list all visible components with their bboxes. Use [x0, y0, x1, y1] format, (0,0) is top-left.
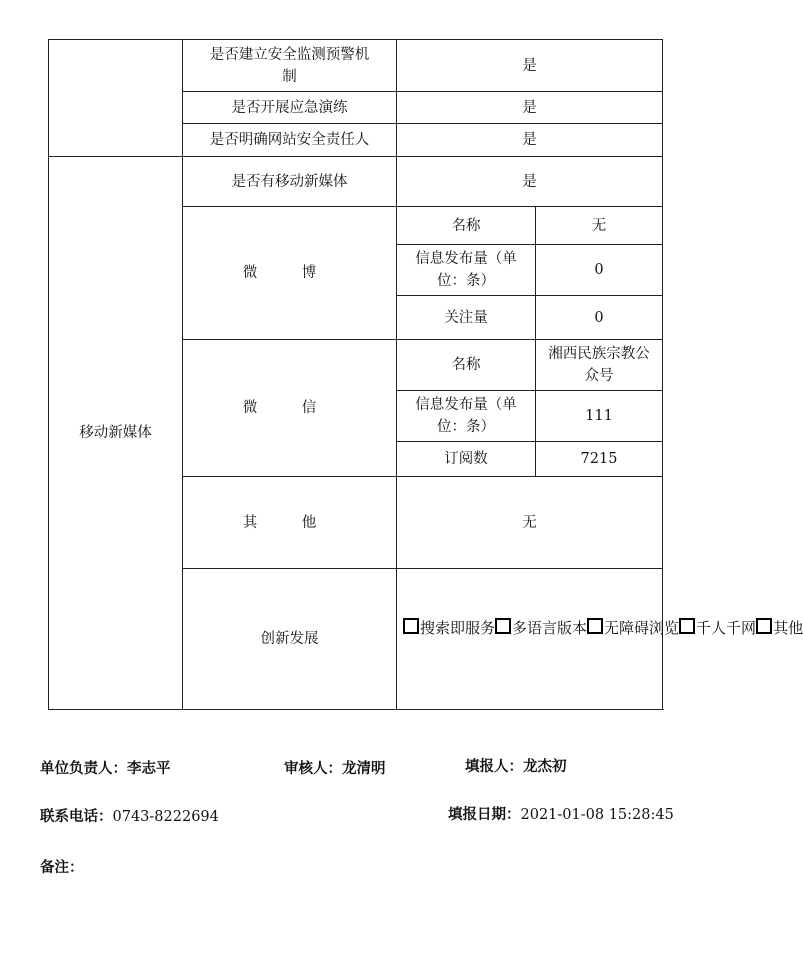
reviewer: [284, 757, 386, 778]
weibo-posts-label: 信息发布量（单位：条）: [397, 245, 536, 296]
weibo-followers-label: 关注量: [397, 296, 536, 340]
wechat-label: 微 信: [183, 340, 397, 477]
has-mobile-label: 是否有移动新媒体: [183, 157, 397, 207]
filler: [465, 755, 567, 776]
date-value: 2021-01-08 15:28:45: [520, 807, 674, 823]
unit-head-label: 单位负责人：: [40, 760, 127, 777]
weibo-posts-value: 0: [536, 245, 663, 296]
option-search-service[interactable]: [403, 619, 495, 637]
has-mobile-value: 是: [397, 157, 663, 207]
checkbox-icon[interactable]: [495, 618, 511, 634]
option-accessibility[interactable]: [587, 619, 679, 637]
filler-label: 填报人：: [465, 758, 523, 775]
option-multilanguage[interactable]: [495, 619, 587, 637]
report-date: [448, 803, 674, 824]
row-value: 是: [397, 40, 663, 92]
filler-value: 龙杰初: [523, 758, 567, 775]
date-label: 填报日期：: [448, 806, 521, 823]
wechat-posts-label: 信息发布量（单位：条）: [397, 391, 536, 442]
row-label: 是否开展应急演练: [183, 92, 397, 124]
wechat-subscribers-label: 订阅数: [397, 442, 536, 477]
option-label: 多语言版本: [512, 619, 588, 637]
weibo-label: 微 博: [183, 207, 397, 340]
other-label: 其 他: [183, 477, 397, 569]
weibo-name-value: 无: [536, 207, 663, 245]
checkbox-icon[interactable]: [756, 618, 772, 634]
phone-label: 联系电话：: [40, 808, 113, 825]
row-label: 是否建立安全监测预警机制: [183, 40, 397, 92]
checkbox-icon[interactable]: [403, 618, 419, 634]
other-value: 无: [397, 477, 663, 569]
phone-value: 0743-8222694: [112, 809, 219, 825]
wechat-name-value: 湘西民族宗教公众号: [536, 340, 663, 391]
innovation-label: 创新发展: [183, 569, 397, 710]
remarks: [40, 856, 84, 877]
option-label: 千人千网: [696, 619, 757, 637]
contact-phone: [40, 805, 219, 826]
table-row: [49, 40, 663, 92]
innovation-options: [397, 569, 803, 710]
weibo-followers-value: 0: [536, 296, 663, 340]
option-label: 无障碍浏览: [604, 619, 680, 637]
reviewer-label: 审核人：: [284, 760, 342, 777]
option-other[interactable]: [756, 619, 803, 637]
option-personalized[interactable]: [679, 619, 756, 637]
table-row: [49, 157, 663, 207]
unit-head-value: 李志平: [127, 760, 171, 777]
checkbox-icon[interactable]: [587, 618, 603, 634]
row-value: 是: [397, 92, 663, 124]
weibo-name-label: 名称: [397, 207, 536, 245]
remarks-label: 备注：: [40, 859, 84, 876]
blank-section-cell: [49, 40, 183, 157]
row-value: 是: [397, 124, 663, 157]
mobile-section-label: 移动新媒体: [49, 157, 183, 710]
wechat-posts-value: 111: [536, 391, 663, 442]
wechat-subscribers-value: 7215: [536, 442, 663, 477]
option-label: 其他: [773, 619, 803, 637]
report-table: [48, 39, 803, 710]
option-label: 搜索即服务: [420, 619, 496, 637]
wechat-name-label: 名称: [397, 340, 536, 391]
unit-head: [40, 757, 171, 778]
innovation-checklist: [403, 619, 803, 637]
reviewer-value: 龙清明: [342, 760, 386, 777]
row-label: 是否明确网站安全责任人: [183, 124, 397, 157]
checkbox-icon[interactable]: [679, 618, 695, 634]
